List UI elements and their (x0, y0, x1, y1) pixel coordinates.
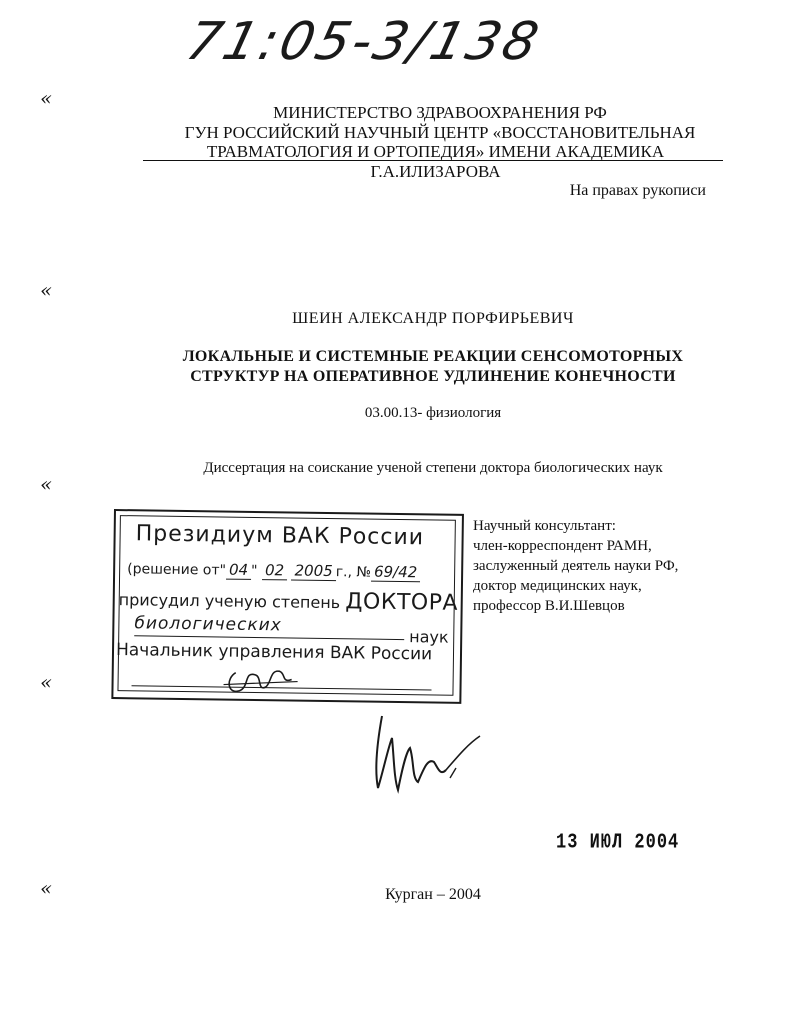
margin-mark: « (40, 86, 53, 110)
consultant-line: член-корреспондент РАМН, (473, 538, 652, 554)
place-and-year: Курган – 2004 (385, 886, 481, 903)
stamp-award-text: присудил ученую степень (118, 590, 341, 613)
specialty-code: 03.00.13- физиология (364, 405, 502, 421)
author-signature (368, 708, 488, 808)
stamp-decision-prefix: (решение от" (127, 561, 227, 579)
consultant-label: Научный консультант: (473, 518, 616, 534)
stamp-science-handwritten: биологических (134, 613, 404, 640)
dissertation-degree-line: Диссертация на соискание ученой степени доктора биологических наук (203, 460, 663, 476)
stamp-award-row (119, 586, 459, 616)
author-name: ШЕИН АЛЕКСАНДР ПОРФИРЬЕВИЧ (292, 310, 574, 327)
margin-mark: « (40, 278, 53, 302)
stamp-science-label: наук (409, 627, 449, 647)
dissertation-title-line-2: СТРУКТУР НА ОПЕРАТИВНОЕ УДЛИНЕНИЕ КОНЕЧНОСТИ (190, 368, 676, 385)
stamp-signature (221, 661, 302, 704)
consultant-line: доктор медицинских наук, (473, 578, 642, 594)
ministry-line-2: ГУН РОССИЙСКИЙ НАУЧНЫЙ ЦЕНТР «ВОССТАНОВИТЕЛЬНАЯ (184, 123, 696, 142)
margin-mark: « (40, 876, 53, 900)
stamp-month: 02 (262, 561, 287, 580)
consultant-line: профессор В.И.Шевцов (473, 598, 625, 614)
stamp-separator: " (251, 562, 258, 580)
dissertation-title-line-1: ЛОКАЛЬНЫЕ И СИСТЕМНЫЕ РЕАКЦИИ СЕНСОМОТОРНЫХ (182, 348, 684, 365)
ministry-line-3: ТРАВМАТОЛОГИЯ И ОРТОПЕДИЯ» ИМЕНИ АКАДЕМИКА Г.А.ИЛИЗАРОВА (206, 142, 665, 181)
consultant-block (473, 516, 678, 616)
stamp-title: Президиум ВАК России (135, 521, 425, 551)
ministry-underline (143, 160, 723, 161)
stamp-degree: ДОКТОРА (345, 589, 459, 616)
stamp-head-title: Начальник управления ВАК России (115, 640, 433, 665)
margin-mark: « (40, 472, 53, 496)
manuscript-note: На правах рукописи (569, 182, 706, 199)
received-date-stamp: 13 ИЮЛ 2004 (556, 831, 680, 855)
stamp-number: 69/42 (371, 563, 420, 583)
stamp-year: 2005 (291, 561, 335, 581)
consultant-line: заслуженный деятель науки РФ, (473, 558, 679, 574)
ministry-line-1: МИНИСТЕРСТВО ЗДРАВООХРАНЕНИЯ РФ (273, 103, 607, 122)
stamp-year-suffix: г., № (335, 564, 372, 581)
stamp-day: 04 (226, 561, 251, 580)
vak-approval-stamp (111, 509, 464, 704)
archive-code-handwritten: 71:05-3/138 (180, 12, 547, 72)
margin-mark: « (40, 670, 53, 694)
